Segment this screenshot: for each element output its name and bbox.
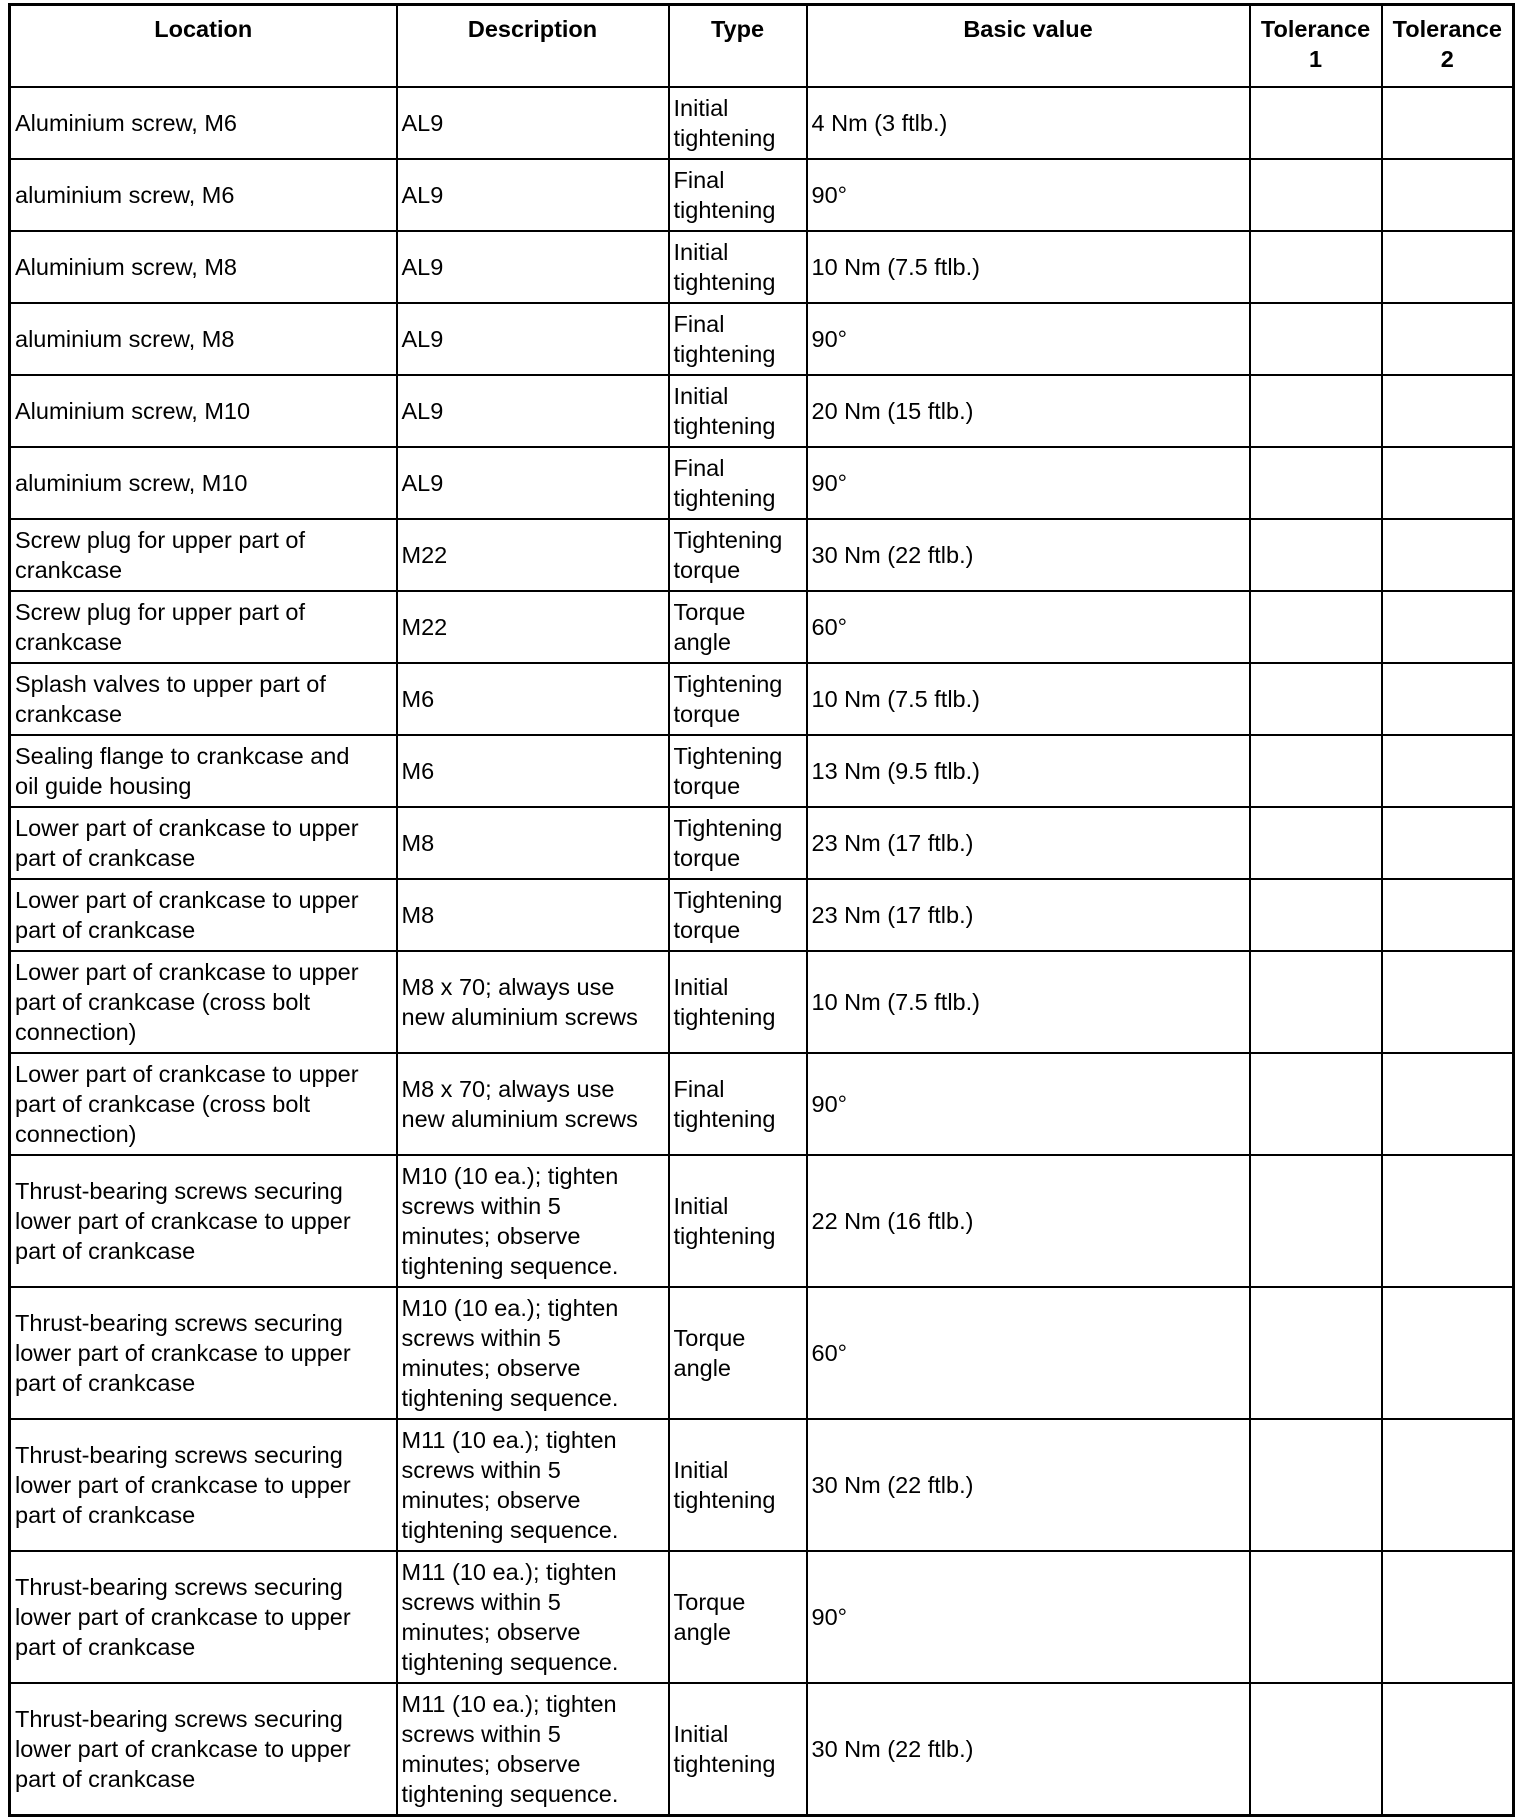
cell-type: Initial tightening: [669, 951, 807, 1053]
cell-tolerance1: [1250, 663, 1382, 735]
cell-type: Torque angle: [669, 1551, 807, 1683]
cell-location: Thrust-bearing screws securing lower part of crankcase to upper part of crankcase: [10, 1551, 397, 1683]
table-row: [10, 663, 1514, 735]
cell-type: Final tightening: [669, 303, 807, 375]
cell-description: M11 (10 ea.); tighten screws within 5 minutes; observe tightening sequence.: [397, 1551, 669, 1683]
cell-description: M8 x 70; always use new aluminium screws: [397, 951, 669, 1053]
cell-description: AL9: [397, 303, 669, 375]
cell-basic-value: 30 Nm (22 ftlb.): [807, 519, 1250, 591]
cell-basic-value: 90°: [807, 1551, 1250, 1683]
table-row: [10, 447, 1514, 519]
cell-location: Thrust-bearing screws securing lower part of crankcase to upper part of crankcase: [10, 1155, 397, 1287]
cell-basic-value: 60°: [807, 591, 1250, 663]
table-row: [10, 1683, 1514, 1816]
cell-tolerance2: [1382, 807, 1514, 879]
table-row: [10, 1287, 1514, 1419]
cell-type: Final tightening: [669, 1053, 807, 1155]
cell-description: M11 (10 ea.); tighten screws within 5 minutes; observe tightening sequence.: [397, 1419, 669, 1551]
cell-tolerance2: [1382, 87, 1514, 159]
cell-tolerance1: [1250, 1053, 1382, 1155]
cell-tolerance1: [1250, 1287, 1382, 1419]
cell-tolerance1: [1250, 879, 1382, 951]
cell-type: Tightening torque: [669, 879, 807, 951]
cell-tolerance2: [1382, 231, 1514, 303]
cell-tolerance2: [1382, 1683, 1514, 1816]
table-row: [10, 807, 1514, 879]
cell-description: AL9: [397, 447, 669, 519]
cell-tolerance2: [1382, 663, 1514, 735]
table-row: [10, 519, 1514, 591]
cell-description: AL9: [397, 231, 669, 303]
cell-basic-value: 10 Nm (7.5 ftlb.): [807, 951, 1250, 1053]
cell-location: Splash valves to upper part of crankcase: [10, 663, 397, 735]
table-row: [10, 231, 1514, 303]
cell-location: Sealing flange to crankcase and oil guide housing: [10, 735, 397, 807]
cell-basic-value: 60°: [807, 1287, 1250, 1419]
cell-location: Lower part of crankcase to upper part of crankcase: [10, 807, 397, 879]
cell-location: Screw plug for upper part of crankcase: [10, 519, 397, 591]
cell-basic-value: 90°: [807, 447, 1250, 519]
cell-description: M22: [397, 591, 669, 663]
cell-location: Thrust-bearing screws securing lower part of crankcase to upper part of crankcase: [10, 1683, 397, 1816]
header-location: Location: [10, 5, 397, 88]
cell-tolerance2: [1382, 303, 1514, 375]
header-type: Type: [669, 5, 807, 88]
cell-tolerance2: [1382, 951, 1514, 1053]
cell-type: Initial tightening: [669, 1419, 807, 1551]
cell-location: aluminium screw, M8: [10, 303, 397, 375]
cell-tolerance1: [1250, 951, 1382, 1053]
table-row: [10, 303, 1514, 375]
cell-tolerance2: [1382, 1053, 1514, 1155]
cell-location: Aluminium screw, M8: [10, 231, 397, 303]
cell-tolerance1: [1250, 159, 1382, 231]
cell-basic-value: 22 Nm (16 ftlb.): [807, 1155, 1250, 1287]
cell-location: Aluminium screw, M6: [10, 87, 397, 159]
cell-description: M22: [397, 519, 669, 591]
cell-tolerance2: [1382, 159, 1514, 231]
cell-tolerance1: [1250, 1551, 1382, 1683]
cell-location: Thrust-bearing screws securing lower part of crankcase to upper part of crankcase: [10, 1287, 397, 1419]
torque-spec-document: [8, 3, 1512, 1817]
cell-tolerance2: [1382, 1155, 1514, 1287]
cell-tolerance1: [1250, 231, 1382, 303]
cell-type: Initial tightening: [669, 1683, 807, 1816]
cell-tolerance1: [1250, 807, 1382, 879]
cell-tolerance2: [1382, 375, 1514, 447]
cell-location: Screw plug for upper part of crankcase: [10, 591, 397, 663]
cell-description: M10 (10 ea.); tighten screws within 5 minutes; observe tightening sequence.: [397, 1287, 669, 1419]
cell-tolerance2: [1382, 1287, 1514, 1419]
cell-type: Final tightening: [669, 159, 807, 231]
cell-tolerance1: [1250, 375, 1382, 447]
cell-type: Tightening torque: [669, 807, 807, 879]
cell-location: aluminium screw, M10: [10, 447, 397, 519]
cell-basic-value: 10 Nm (7.5 ftlb.): [807, 231, 1250, 303]
table-row: [10, 87, 1514, 159]
cell-tolerance2: [1382, 519, 1514, 591]
table-row: [10, 735, 1514, 807]
cell-basic-value: 10 Nm (7.5 ftlb.): [807, 663, 1250, 735]
cell-description: AL9: [397, 87, 669, 159]
cell-type: Torque angle: [669, 591, 807, 663]
header-description: Description: [397, 5, 669, 88]
cell-description: M10 (10 ea.); tighten screws within 5 minutes; observe tightening sequence.: [397, 1155, 669, 1287]
cell-tolerance2: [1382, 879, 1514, 951]
header-tolerance-2: Tolerance 2: [1382, 5, 1514, 88]
cell-description: AL9: [397, 375, 669, 447]
cell-tolerance1: [1250, 87, 1382, 159]
cell-basic-value: 30 Nm (22 ftlb.): [807, 1419, 1250, 1551]
cell-location: Aluminium screw, M10: [10, 375, 397, 447]
cell-basic-value: 90°: [807, 159, 1250, 231]
table-row: [10, 951, 1514, 1053]
table-row: [10, 375, 1514, 447]
cell-description: M8: [397, 879, 669, 951]
cell-tolerance1: [1250, 591, 1382, 663]
cell-description: M11 (10 ea.); tighten screws within 5 minutes; observe tightening sequence.: [397, 1683, 669, 1816]
table-row: [10, 1155, 1514, 1287]
table-row: [10, 159, 1514, 231]
cell-description: M8 x 70; always use new aluminium screws: [397, 1053, 669, 1155]
table-row: [10, 591, 1514, 663]
cell-type: Torque angle: [669, 1287, 807, 1419]
cell-basic-value: 23 Nm (17 ftlb.): [807, 879, 1250, 951]
cell-type: Initial tightening: [669, 231, 807, 303]
cell-type: Final tightening: [669, 447, 807, 519]
cell-tolerance2: [1382, 591, 1514, 663]
cell-type: Tightening torque: [669, 663, 807, 735]
table-row: [10, 879, 1514, 951]
cell-tolerance1: [1250, 447, 1382, 519]
cell-tolerance2: [1382, 1551, 1514, 1683]
cell-type: Initial tightening: [669, 375, 807, 447]
cell-tolerance1: [1250, 1155, 1382, 1287]
cell-location: Thrust-bearing screws securing lower part of crankcase to upper part of crankcase: [10, 1419, 397, 1551]
table-header-row: [10, 5, 1514, 88]
cell-tolerance2: [1382, 735, 1514, 807]
cell-tolerance1: [1250, 519, 1382, 591]
cell-description: AL9: [397, 159, 669, 231]
cell-type: Tightening torque: [669, 519, 807, 591]
cell-basic-value: 13 Nm (9.5 ftlb.): [807, 735, 1250, 807]
table-row: [10, 1053, 1514, 1155]
cell-location: Lower part of crankcase to upper part of crankcase (cross bolt connection): [10, 1053, 397, 1155]
cell-basic-value: 4 Nm (3 ftlb.): [807, 87, 1250, 159]
torque-spec-table: [8, 3, 1515, 1817]
table-row: [10, 1419, 1514, 1551]
cell-tolerance1: [1250, 1419, 1382, 1551]
cell-description: M6: [397, 663, 669, 735]
cell-tolerance2: [1382, 447, 1514, 519]
cell-basic-value: 90°: [807, 1053, 1250, 1155]
cell-tolerance2: [1382, 1419, 1514, 1551]
cell-location: aluminium screw, M6: [10, 159, 397, 231]
cell-basic-value: 23 Nm (17 ftlb.): [807, 807, 1250, 879]
header-tolerance-1: Tolerance 1: [1250, 5, 1382, 88]
cell-type: Initial tightening: [669, 1155, 807, 1287]
cell-basic-value: 20 Nm (15 ftlb.): [807, 375, 1250, 447]
cell-tolerance1: [1250, 1683, 1382, 1816]
cell-description: M8: [397, 807, 669, 879]
cell-type: Initial tightening: [669, 87, 807, 159]
header-basic-value: Basic value: [807, 5, 1250, 88]
cell-location: Lower part of crankcase to upper part of crankcase: [10, 879, 397, 951]
cell-tolerance1: [1250, 735, 1382, 807]
cell-basic-value: 30 Nm (22 ftlb.): [807, 1683, 1250, 1816]
table-row: [10, 1551, 1514, 1683]
cell-basic-value: 90°: [807, 303, 1250, 375]
cell-type: Tightening torque: [669, 735, 807, 807]
cell-description: M6: [397, 735, 669, 807]
cell-tolerance1: [1250, 303, 1382, 375]
cell-location: Lower part of crankcase to upper part of crankcase (cross bolt connection): [10, 951, 397, 1053]
